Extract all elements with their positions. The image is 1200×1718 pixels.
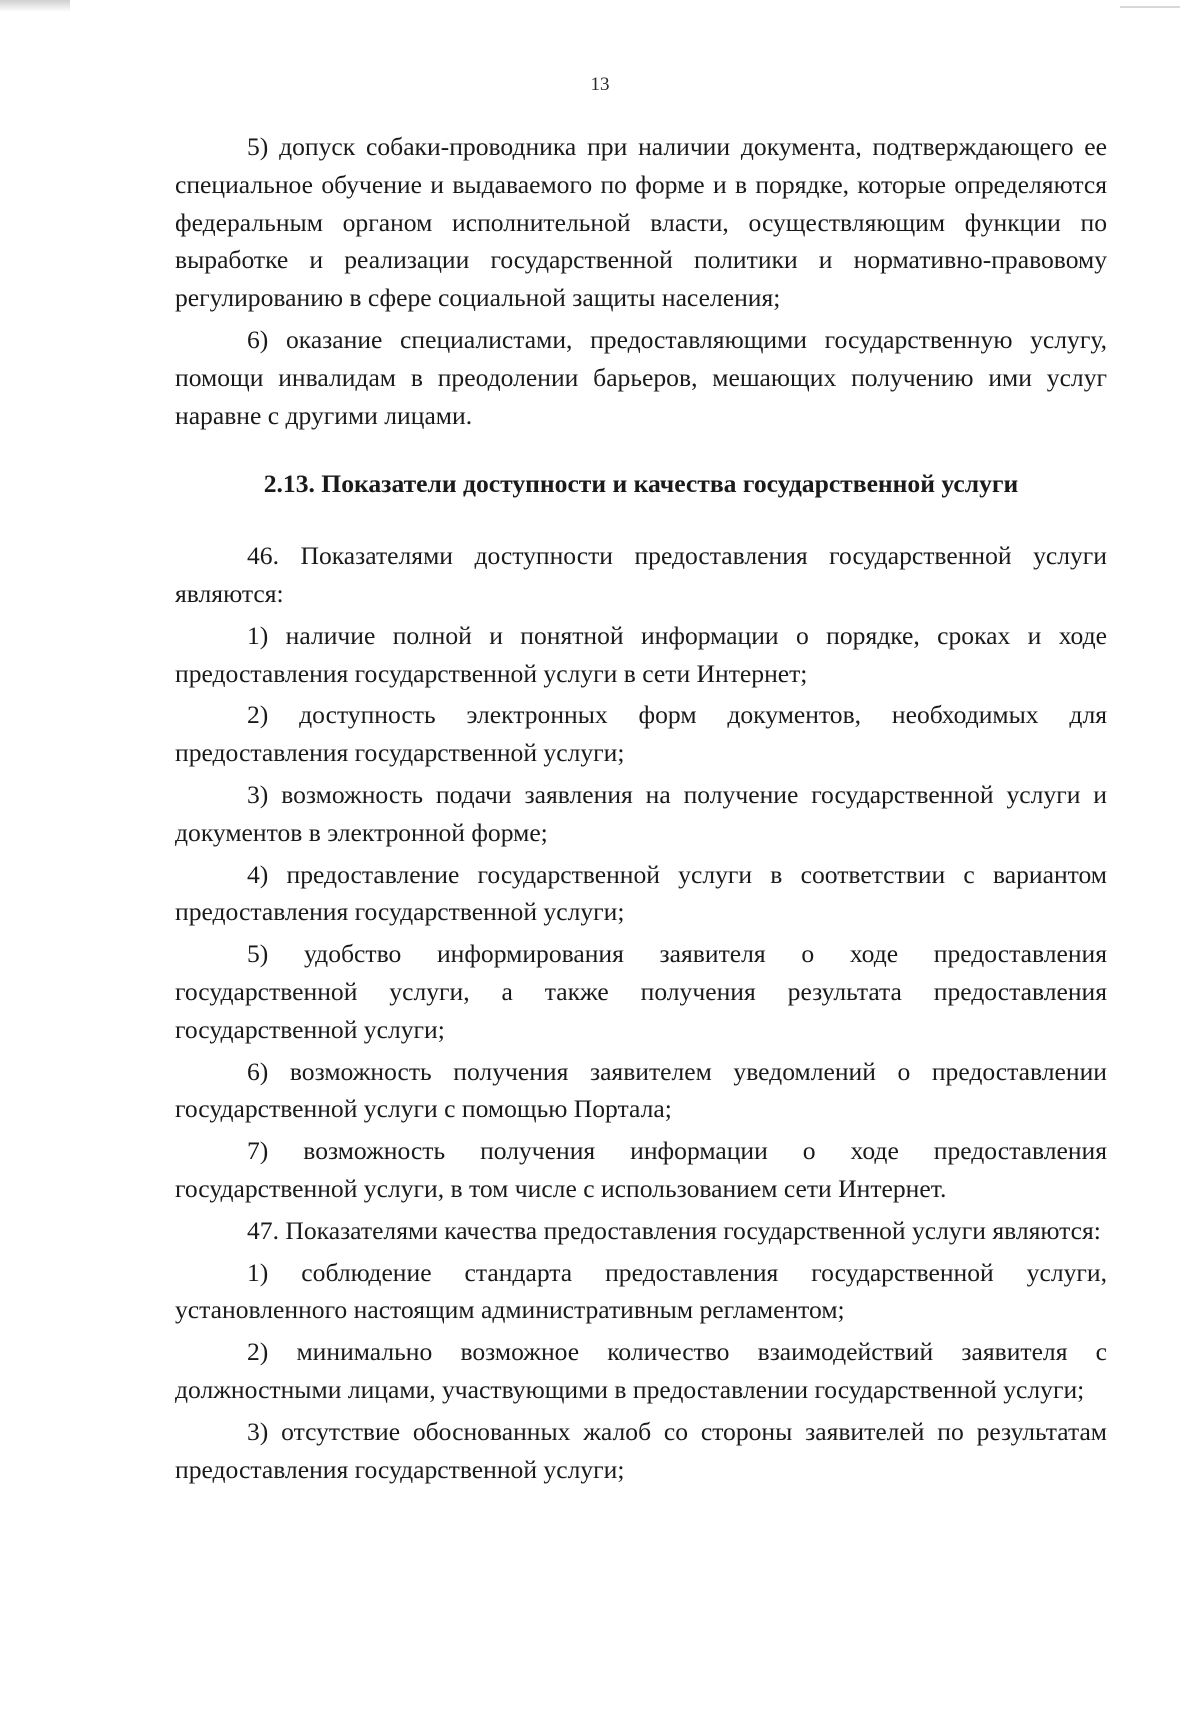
clause-46-item-2: 2) доступность электронных форм документов, необходимых для предоставления государственной услуги; — [175, 700, 1107, 768]
clause-47-item-2: 2) минимально возможное количество взаимодействий заявителя с должностными лицами, участвующими в предоставлении государственной услуги; — [175, 1337, 1107, 1404]
clause-47-item-3: 3) отсутствие обоснованных жалоб со стороны заявителей по результатам предоставления государственной услуги; — [175, 1416, 1107, 1484]
clause-46-item-6: 6) возможность получения заявителем уведомлений о предоставлении государственной услуги с помощью Портала; — [175, 1056, 1107, 1124]
clause-46-item-3: 3) возможность подачи заявления на получение государственной услуги и документов в электронной форме; — [175, 779, 1107, 847]
clause-46-item-4: 4) предоставление государственной услуги в соответствии с вариантом предоставления государственной услуги; — [175, 859, 1107, 927]
clause-46-item-1: 1) наличие полной и понятной информации о порядке, сроках и ходе предоставления государственной услуги в сети Интернет; — [175, 620, 1107, 688]
paragraph-item-6: 6) оказание специалистами, предоставляющими государственную услугу, помощи инвалидам в преодолении барьеров, мешающих получению ими услуг наравне с другими лицами. — [175, 324, 1107, 430]
page-number: 13 — [590, 74, 610, 95]
clause-46-item-7: 7) возможность получения информации о ходе предоставления государственной услуги, в том числе с использованием сети Интернет. — [175, 1136, 1107, 1203]
section-heading: 2.13. Показатели доступности и качества государственной услуги — [263, 469, 1019, 499]
clause-47-item-1: 1) соблюдение стандарта предоставления государственной услуги, установленного настоящим административным регламентом; — [175, 1257, 1107, 1325]
document-body — [175, 128, 1107, 1488]
clause-47-intro: 47. Показателями качества предоставления государственной услуги являются: — [247, 1215, 1101, 1245]
scan-artifact — [1120, 6, 1180, 8]
paragraph-item-5: 5) допуск собаки-проводника при наличии документа, подтверждающего ее специальное обучение и выдаваемого по форме и в порядке, которые определяются федеральным органом исполнительной власти, осуществляющим функции по выработке и реализации государственной политики и нормативно-правовому регулированию в сфере социальной защиты населения; — [175, 132, 1107, 313]
clause-46-item-5: 5) удобство информирования заявителя о ходе предоставления государственной услуги, а также получения результата предоставления государственной услуги; — [175, 939, 1107, 1044]
scan-artifact — [0, 0, 70, 12]
clause-46-intro: 46. Показателями доступности предоставления государственной услуги являются: — [175, 541, 1107, 608]
